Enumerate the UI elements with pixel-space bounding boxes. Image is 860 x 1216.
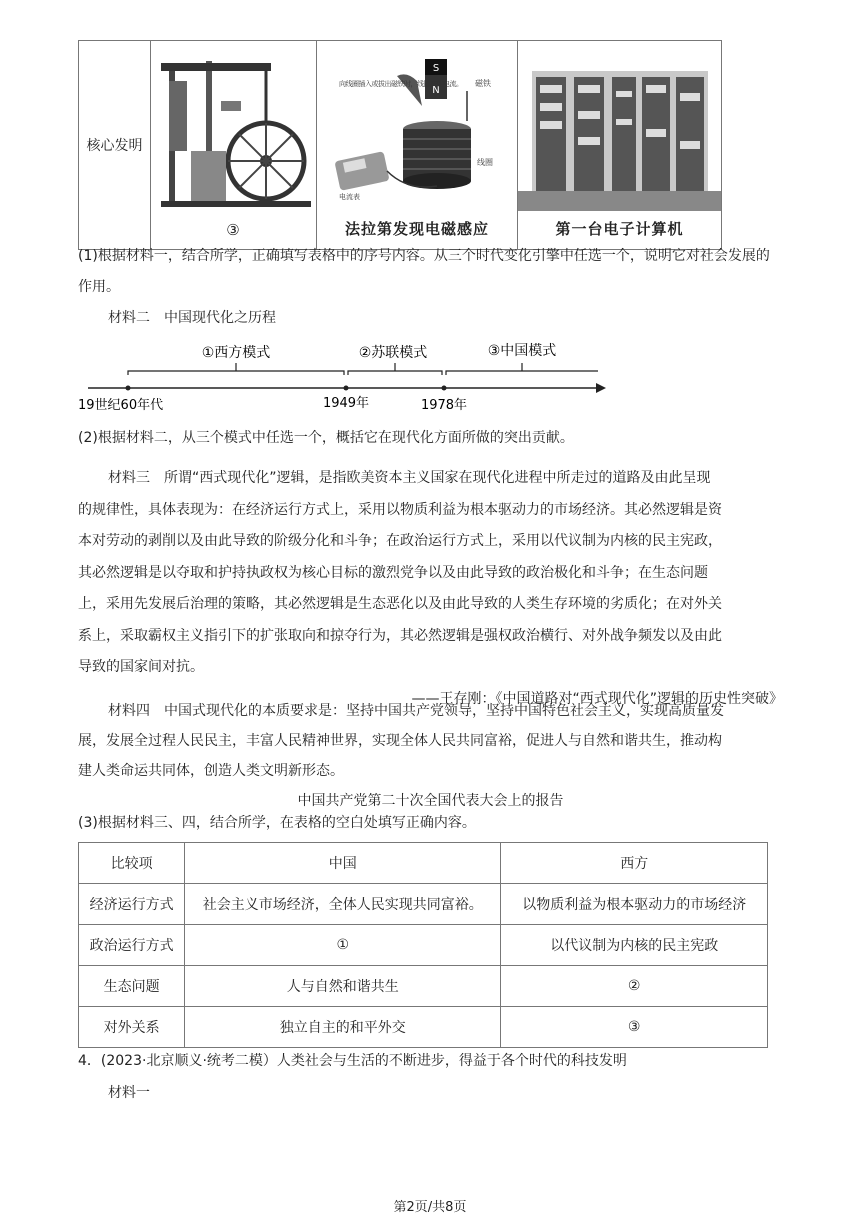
table-cell: 生态问题 bbox=[79, 966, 185, 1007]
material-3-line: 其必然逻辑是以夺取和护持执政权为核心目标的激烈党争以及由此导致的政治极化和斗争；在生态问题 bbox=[78, 564, 708, 581]
material-3-line: 本对劳动的剥削以及由此导致的阶级分化和斗争；在政治运行方式上，采用以代议制为内核的民主宪政， bbox=[78, 533, 722, 549]
segment-western: ①西方模式 bbox=[201, 345, 271, 361]
invention-cell-steam-engine bbox=[151, 41, 317, 250]
tick-1949: 1949年 bbox=[322, 396, 370, 411]
table-cell: 独立自主的和平外交 bbox=[185, 1007, 501, 1048]
meter-label: 电流表 bbox=[339, 193, 360, 201]
question-2: (2)根据材料二，从三个模式中任选一个，概括它在现代化方面所做的突出贡献。 bbox=[78, 430, 574, 446]
steam-engine-image bbox=[151, 41, 316, 245]
header-cell: 比较项 bbox=[79, 843, 185, 884]
modernization-timeline bbox=[78, 335, 608, 415]
caption-induction: 法拉第发现电磁感应 bbox=[344, 220, 489, 238]
magnet-s-label: S bbox=[432, 63, 440, 74]
table-header-row bbox=[79, 843, 768, 884]
question-1: (1)根据材料一，结合所学，正确填写表格中的序号内容。从三个时代变化引擎中任选一个，说明它对社会发展的作用。 bbox=[78, 248, 770, 295]
material-1-label: 材料一 bbox=[108, 1085, 150, 1101]
eniac-computer-image bbox=[518, 41, 721, 245]
material-3-line: 上，采用先发展后治理的策略，其必然逻辑是生态恶化以及由此导致的人类生存环境的劣质化；在对外关 bbox=[78, 596, 722, 612]
invention-cell-computer bbox=[518, 41, 722, 250]
table-row bbox=[79, 1007, 768, 1048]
table-row bbox=[79, 884, 768, 925]
material-4-line: 建人类命运共同体，创造人类文明新形态。 bbox=[78, 763, 344, 779]
table-cell: 以物质利益为根本驱动力的市场经济 bbox=[501, 884, 768, 925]
header-cell: 中国 bbox=[185, 843, 501, 884]
caption-computer: 第一台电子计算机 bbox=[555, 220, 684, 238]
question-4: 4．(2023·北京顺义·统考二模）人类社会与生活的不断进步，得益于各个时代的科技发明 bbox=[78, 1053, 627, 1069]
material-4-line: 材料四 中国式现代化的本质要求是：坚持中国共产党领导，坚持中国特色社会主义，实现高质量发 bbox=[108, 703, 724, 719]
material-3-line: 导致的国家间对抗。 bbox=[78, 659, 204, 675]
timeline-arrow bbox=[596, 383, 606, 393]
coil-label: 线圈 bbox=[477, 158, 493, 167]
material-4 bbox=[78, 696, 783, 816]
material-3-line: 的规律性，具体表现为：在经济运行方式上，采用以物质利益为根本驱动力的市场经济。其必然逻辑是资 bbox=[78, 501, 722, 518]
material-2-title: 材料二 中国现代化之历程 bbox=[108, 310, 276, 326]
table-row bbox=[79, 925, 768, 966]
material-3-line: 材料三 所谓“西式现代化”逻辑，是指欧美资本主义国家在现代化进程中所走过的道路及由此呈现 bbox=[108, 470, 711, 486]
caption-steam-engine: ③ bbox=[226, 221, 241, 239]
electromagnetic-induction-image bbox=[317, 41, 517, 245]
material-4-source: 中国共产党第二十次全国代表大会上的报告 bbox=[297, 793, 564, 809]
timeline-dot-2 bbox=[344, 386, 349, 391]
bracket-western bbox=[128, 371, 344, 375]
page-footer: 第2页/共8页 bbox=[393, 1200, 467, 1215]
magnet-n-label: N bbox=[432, 85, 440, 96]
material-4-line: 展，发展全过程人民民主，丰富人民精神世界，实现全体人民共同富裕，促进人与自然和谐共生，推动构 bbox=[78, 733, 722, 749]
row-label: 核心发明 bbox=[79, 41, 151, 250]
bracket-soviet bbox=[348, 371, 442, 375]
invention-table bbox=[78, 40, 722, 250]
segment-soviet: ②苏联模式 bbox=[358, 345, 428, 361]
timeline-dot-3 bbox=[442, 386, 447, 391]
table-row bbox=[79, 966, 768, 1007]
material-3 bbox=[78, 463, 783, 715]
question-3: (3)根据材料三、四，结合所学，在表格的空白处填写正确内容。 bbox=[78, 815, 476, 831]
motion-label: 磁铁 bbox=[475, 79, 491, 88]
table-cell: ② bbox=[501, 966, 768, 1007]
timeline-dot-1 bbox=[126, 386, 131, 391]
header-cell: 西方 bbox=[501, 843, 768, 884]
material-3-line: 系上，采取霸权主义指引下的扩张取向和掠夺行为，其必然逻辑是强权政治横行、对外战争频发以及由此 bbox=[78, 627, 722, 644]
invention-cell-induction bbox=[317, 41, 518, 250]
table-cell: 以代议制为内核的民主宪政 bbox=[501, 925, 768, 966]
table-cell: 经济运行方式 bbox=[79, 884, 185, 925]
segment-china: ③中国模式 bbox=[487, 343, 557, 359]
table-cell: 社会主义市场经济，全体人民实现共同富裕。 bbox=[185, 884, 501, 925]
table-cell: ① bbox=[185, 925, 501, 966]
table-cell: 人与自然和谐共生 bbox=[185, 966, 501, 1007]
bracket-china bbox=[446, 371, 598, 375]
table-cell: 对外关系 bbox=[79, 1007, 185, 1048]
table-cell: 政治运行方式 bbox=[79, 925, 185, 966]
tick-1978: 1978年 bbox=[420, 398, 468, 413]
table-cell: ③ bbox=[501, 1007, 768, 1048]
material-3-source: ——王存刚：《中国道路对“西式现代化”逻辑的历史性突破》 bbox=[411, 690, 783, 707]
comparison-table bbox=[78, 842, 768, 1048]
tick-1860s: 19世纪60年代 bbox=[78, 398, 164, 413]
induction-note: 向线圈插入或拔出磁铁时，线圈产生电流。 bbox=[339, 80, 463, 88]
